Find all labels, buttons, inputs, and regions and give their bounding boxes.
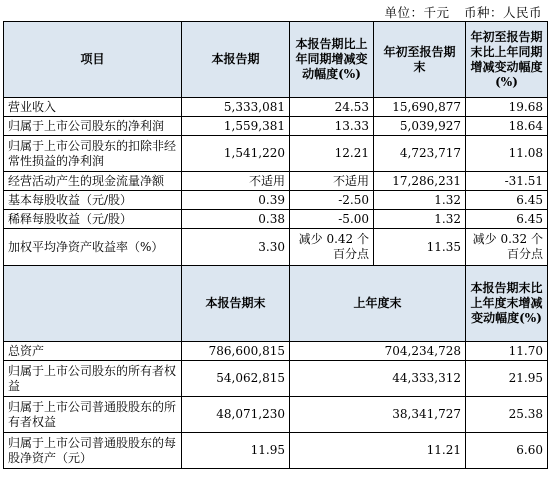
header-period-end: 本报告期末 bbox=[182, 266, 290, 342]
row-label: 总资产 bbox=[4, 342, 182, 361]
table-row bbox=[4, 229, 548, 266]
cell-ytd-change: -31.51 bbox=[466, 172, 548, 191]
cell-ytd-change: 减少 0.32 个百分点 bbox=[466, 229, 548, 266]
table-row bbox=[4, 397, 548, 433]
unit-line bbox=[374, 3, 542, 21]
header-blank bbox=[4, 266, 182, 342]
cell-ytd: 1.32 bbox=[374, 210, 466, 229]
cell-period-end: 48,071,230 bbox=[182, 397, 290, 433]
cell-period-end: 786,600,815 bbox=[182, 342, 290, 361]
cell-yoy: -2.50 bbox=[290, 191, 374, 210]
table-row bbox=[4, 361, 548, 397]
unit-label: 单位：千元 bbox=[384, 5, 450, 20]
row-label: 归属于上市公司股东的净利润 bbox=[4, 117, 182, 136]
cell-ytd: 5,039,927 bbox=[374, 117, 466, 136]
cell-ytd: 4,723,717 bbox=[374, 136, 466, 172]
cell-change: 21.95 bbox=[466, 361, 548, 397]
row-label: 归属于上市公司股东的扣除非经常性损益的净利润 bbox=[4, 136, 182, 172]
currency-label: 币种：人民币 bbox=[463, 5, 542, 20]
cell-current: 5,333,081 bbox=[182, 98, 290, 117]
cell-current: 0.38 bbox=[182, 210, 290, 229]
cell-current: 1,559,381 bbox=[182, 117, 290, 136]
cell-ytd-change: 6.45 bbox=[466, 210, 548, 229]
table-row bbox=[4, 117, 548, 136]
cell-ytd: 17,286,231 bbox=[374, 172, 466, 191]
table-row bbox=[4, 98, 548, 117]
cell-ytd: 11.35 bbox=[374, 229, 466, 266]
row-label: 归属于上市公司普通股股东的所有者权益 bbox=[4, 397, 182, 433]
row-label: 经营活动产生的现金流量净额 bbox=[4, 172, 182, 191]
row-label: 基本每股收益（元/股） bbox=[4, 191, 182, 210]
cell-current: 1,541,220 bbox=[182, 136, 290, 172]
row-label: 营业收入 bbox=[4, 98, 182, 117]
cell-last-year-end: 704,234,728 bbox=[290, 342, 466, 361]
cell-yoy: 13.33 bbox=[290, 117, 374, 136]
cell-ytd-change: 11.08 bbox=[466, 136, 548, 172]
cell-last-year-end: 38,341,727 bbox=[290, 397, 466, 433]
table-row bbox=[4, 433, 548, 469]
cell-ytd-change: 18.64 bbox=[466, 117, 548, 136]
cell-yoy: 减少 0.42 个百分点 bbox=[290, 229, 374, 266]
cell-ytd: 1.32 bbox=[374, 191, 466, 210]
row-label: 加权平均净资产收益率（%） bbox=[4, 229, 182, 266]
financial-table bbox=[3, 21, 548, 469]
cell-yoy: 24.53 bbox=[290, 98, 374, 117]
cell-current: 3.30 bbox=[182, 229, 290, 266]
header-item: 项目 bbox=[4, 22, 182, 98]
header-last-year-end: 上年度末 bbox=[290, 266, 466, 342]
cell-period-end: 11.95 bbox=[182, 433, 290, 469]
table-row bbox=[4, 136, 548, 172]
header-ytd: 年初至报告期末 bbox=[374, 22, 466, 98]
row-label: 归属于上市公司普通股股东的每股净资产（元） bbox=[4, 433, 182, 469]
header-current: 本报告期 bbox=[182, 22, 290, 98]
header-yoy-change: 本报告期比上年同期增减变动幅度(%) bbox=[290, 22, 374, 98]
cell-last-year-end: 11.21 bbox=[290, 433, 466, 469]
cell-change: 11.70 bbox=[466, 342, 548, 361]
cell-ytd-change: 19.68 bbox=[466, 98, 548, 117]
header-change: 本报告期末比上年度末增减变动幅度(%) bbox=[466, 266, 548, 342]
cell-change: 6.60 bbox=[466, 433, 548, 469]
cell-yoy: 不适用 bbox=[290, 172, 374, 191]
header-row-2 bbox=[4, 266, 548, 342]
header-ytd-change: 年初至报告期末比上年同期增减变动幅度(%) bbox=[466, 22, 548, 98]
cell-current: 不适用 bbox=[182, 172, 290, 191]
cell-ytd-change: 6.45 bbox=[466, 191, 548, 210]
cell-change: 25.38 bbox=[466, 397, 548, 433]
row-label: 归属于上市公司股东的所有者权益 bbox=[4, 361, 182, 397]
table-row bbox=[4, 191, 548, 210]
table-row bbox=[4, 342, 548, 361]
cell-yoy: -5.00 bbox=[290, 210, 374, 229]
cell-last-year-end: 44,333,312 bbox=[290, 361, 466, 397]
cell-current: 0.39 bbox=[182, 191, 290, 210]
table-row bbox=[4, 210, 548, 229]
cell-yoy: 12.21 bbox=[290, 136, 374, 172]
table-row bbox=[4, 172, 548, 191]
row-label: 稀释每股收益（元/股） bbox=[4, 210, 182, 229]
header-row-1 bbox=[4, 22, 548, 98]
cell-period-end: 54,062,815 bbox=[182, 361, 290, 397]
cell-ytd: 15,690,877 bbox=[374, 98, 466, 117]
